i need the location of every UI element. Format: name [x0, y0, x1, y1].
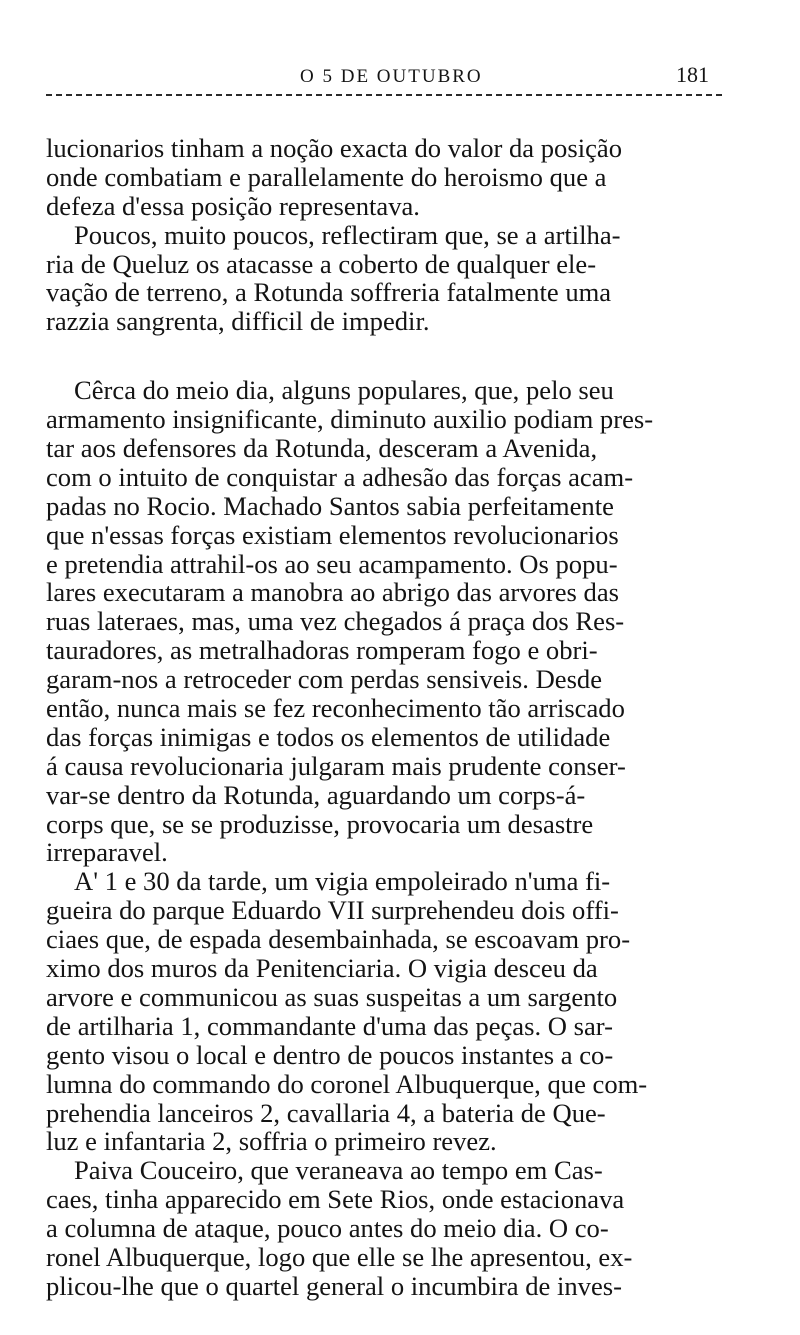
text-line: padas no Rocio. Machado Santos sabia perfeitamente	[46, 490, 614, 521]
text-line: ronel Albuquerque, logo que elle se lhe apresentou, ex-	[46, 1241, 633, 1272]
text-line: vação de terreno, a Rotunda soffreria fatalmente uma	[46, 277, 612, 308]
text-line: tar aos defensores da Rotunda, desceram a Avenida,	[46, 433, 598, 464]
text-line: defeza d'essa posição representava.	[46, 190, 420, 221]
text-line: luz e infantaria 2, soffria o primeiro revez.	[46, 1126, 497, 1157]
paragraph	[46, 376, 736, 867]
text-line: lucionarios tinham a noção exacta do valor da posição	[46, 133, 622, 163]
text-line: ruas lateraes, mas, uma vez chegados á praça dos Res-	[46, 606, 625, 637]
paragraph	[46, 134, 736, 221]
text-line: ciaes que, de espada desembainhada, se escoavam pro-	[46, 924, 631, 955]
text-line: lares executaram a manobra ao abrigo das arvores das	[46, 577, 619, 608]
text-line: a columna de ataque, pouco antes do meio dia. O co-	[46, 1213, 609, 1244]
text-line: corps que, se se produzisse, provocaria um desastre	[46, 808, 594, 839]
text-line: onde combatiam e parallelamente do heroismo que a	[46, 161, 607, 192]
header-rule	[46, 94, 722, 96]
text-line: ximo dos muros da Penitenciaria. O vigia desceu da	[46, 953, 598, 984]
text-line: arvore e communicou as suas suspeitas a um sargento	[46, 981, 618, 1012]
text-line: de artilharia 1, commandante d'uma das peças. O sar-	[46, 1010, 613, 1041]
body-text	[46, 134, 736, 1301]
paragraph	[46, 1156, 736, 1300]
text-line: garam-nos a retroceder com perdas sensiveis. Desde	[46, 664, 603, 695]
text-line: e pretendia attrahil-os ao seu acampamento. Os popu-	[46, 548, 618, 579]
paragraph-gap	[46, 336, 736, 376]
text-line: Poucos, muito poucos, reflectiram que, se a artilha-	[74, 219, 621, 250]
text-line: prehendia lanceiros 2, cavallaria 4, a bateria de Que-	[46, 1097, 606, 1128]
text-line: armamento insignificante, diminuto auxilio podiam pres-	[46, 404, 654, 435]
text-line: tauradores, as metralhadoras romperam fogo e obri-	[46, 635, 598, 666]
text-line: lumna do commando do coronel Albuquerque, que com-	[46, 1068, 648, 1099]
text-line: que n'essas forças existiam elementos revolucionarios	[46, 519, 619, 550]
text-line: Paiva Couceiro, que veraneava ao tempo em Cas-	[74, 1155, 603, 1186]
text-line: A' 1 e 30 da tarde, um vigia empoleirado n'uma fi-	[74, 866, 611, 897]
text-line: razzia sangrenta, difficil de impedir.	[46, 306, 430, 337]
text-line: gento visou o local e dentro de poucos instantes a co-	[46, 1039, 614, 1070]
chapter-title: O 5 DE OUTUBRO	[300, 66, 483, 87]
text-line: irreparavel.	[46, 837, 168, 868]
paragraph	[46, 221, 736, 337]
text-line: var-se dentro da Rotunda, aguardando um corps-á-	[46, 779, 586, 810]
running-head	[0, 62, 800, 96]
page-number: 181	[676, 62, 709, 87]
text-line: das forças inimigas e todos os elementos de utilidade	[46, 721, 611, 752]
text-line: então, nunca mais se fez reconhecimento tão arriscado	[46, 693, 625, 724]
text-line: plicou-lhe que o quartel general o incumbira de inves-	[46, 1270, 622, 1301]
text-line: ria de Queluz os atacasse a coberto de qualquer ele-	[46, 248, 597, 279]
text-line: com o intuito de conquistar a adhesão das forças acam-	[46, 461, 634, 492]
text-line: caes, tinha apparecido em Sete Rios, onde estacionava	[46, 1184, 625, 1215]
text-line: Cêrca do meio dia, alguns populares, que, pelo seu	[74, 375, 614, 406]
paragraph	[46, 867, 736, 1156]
text-line: gueira do parque Eduardo VII surprehendeu dois offi-	[46, 895, 619, 926]
text-line: á causa revolucionaria julgaram mais prudente conser-	[46, 750, 626, 781]
